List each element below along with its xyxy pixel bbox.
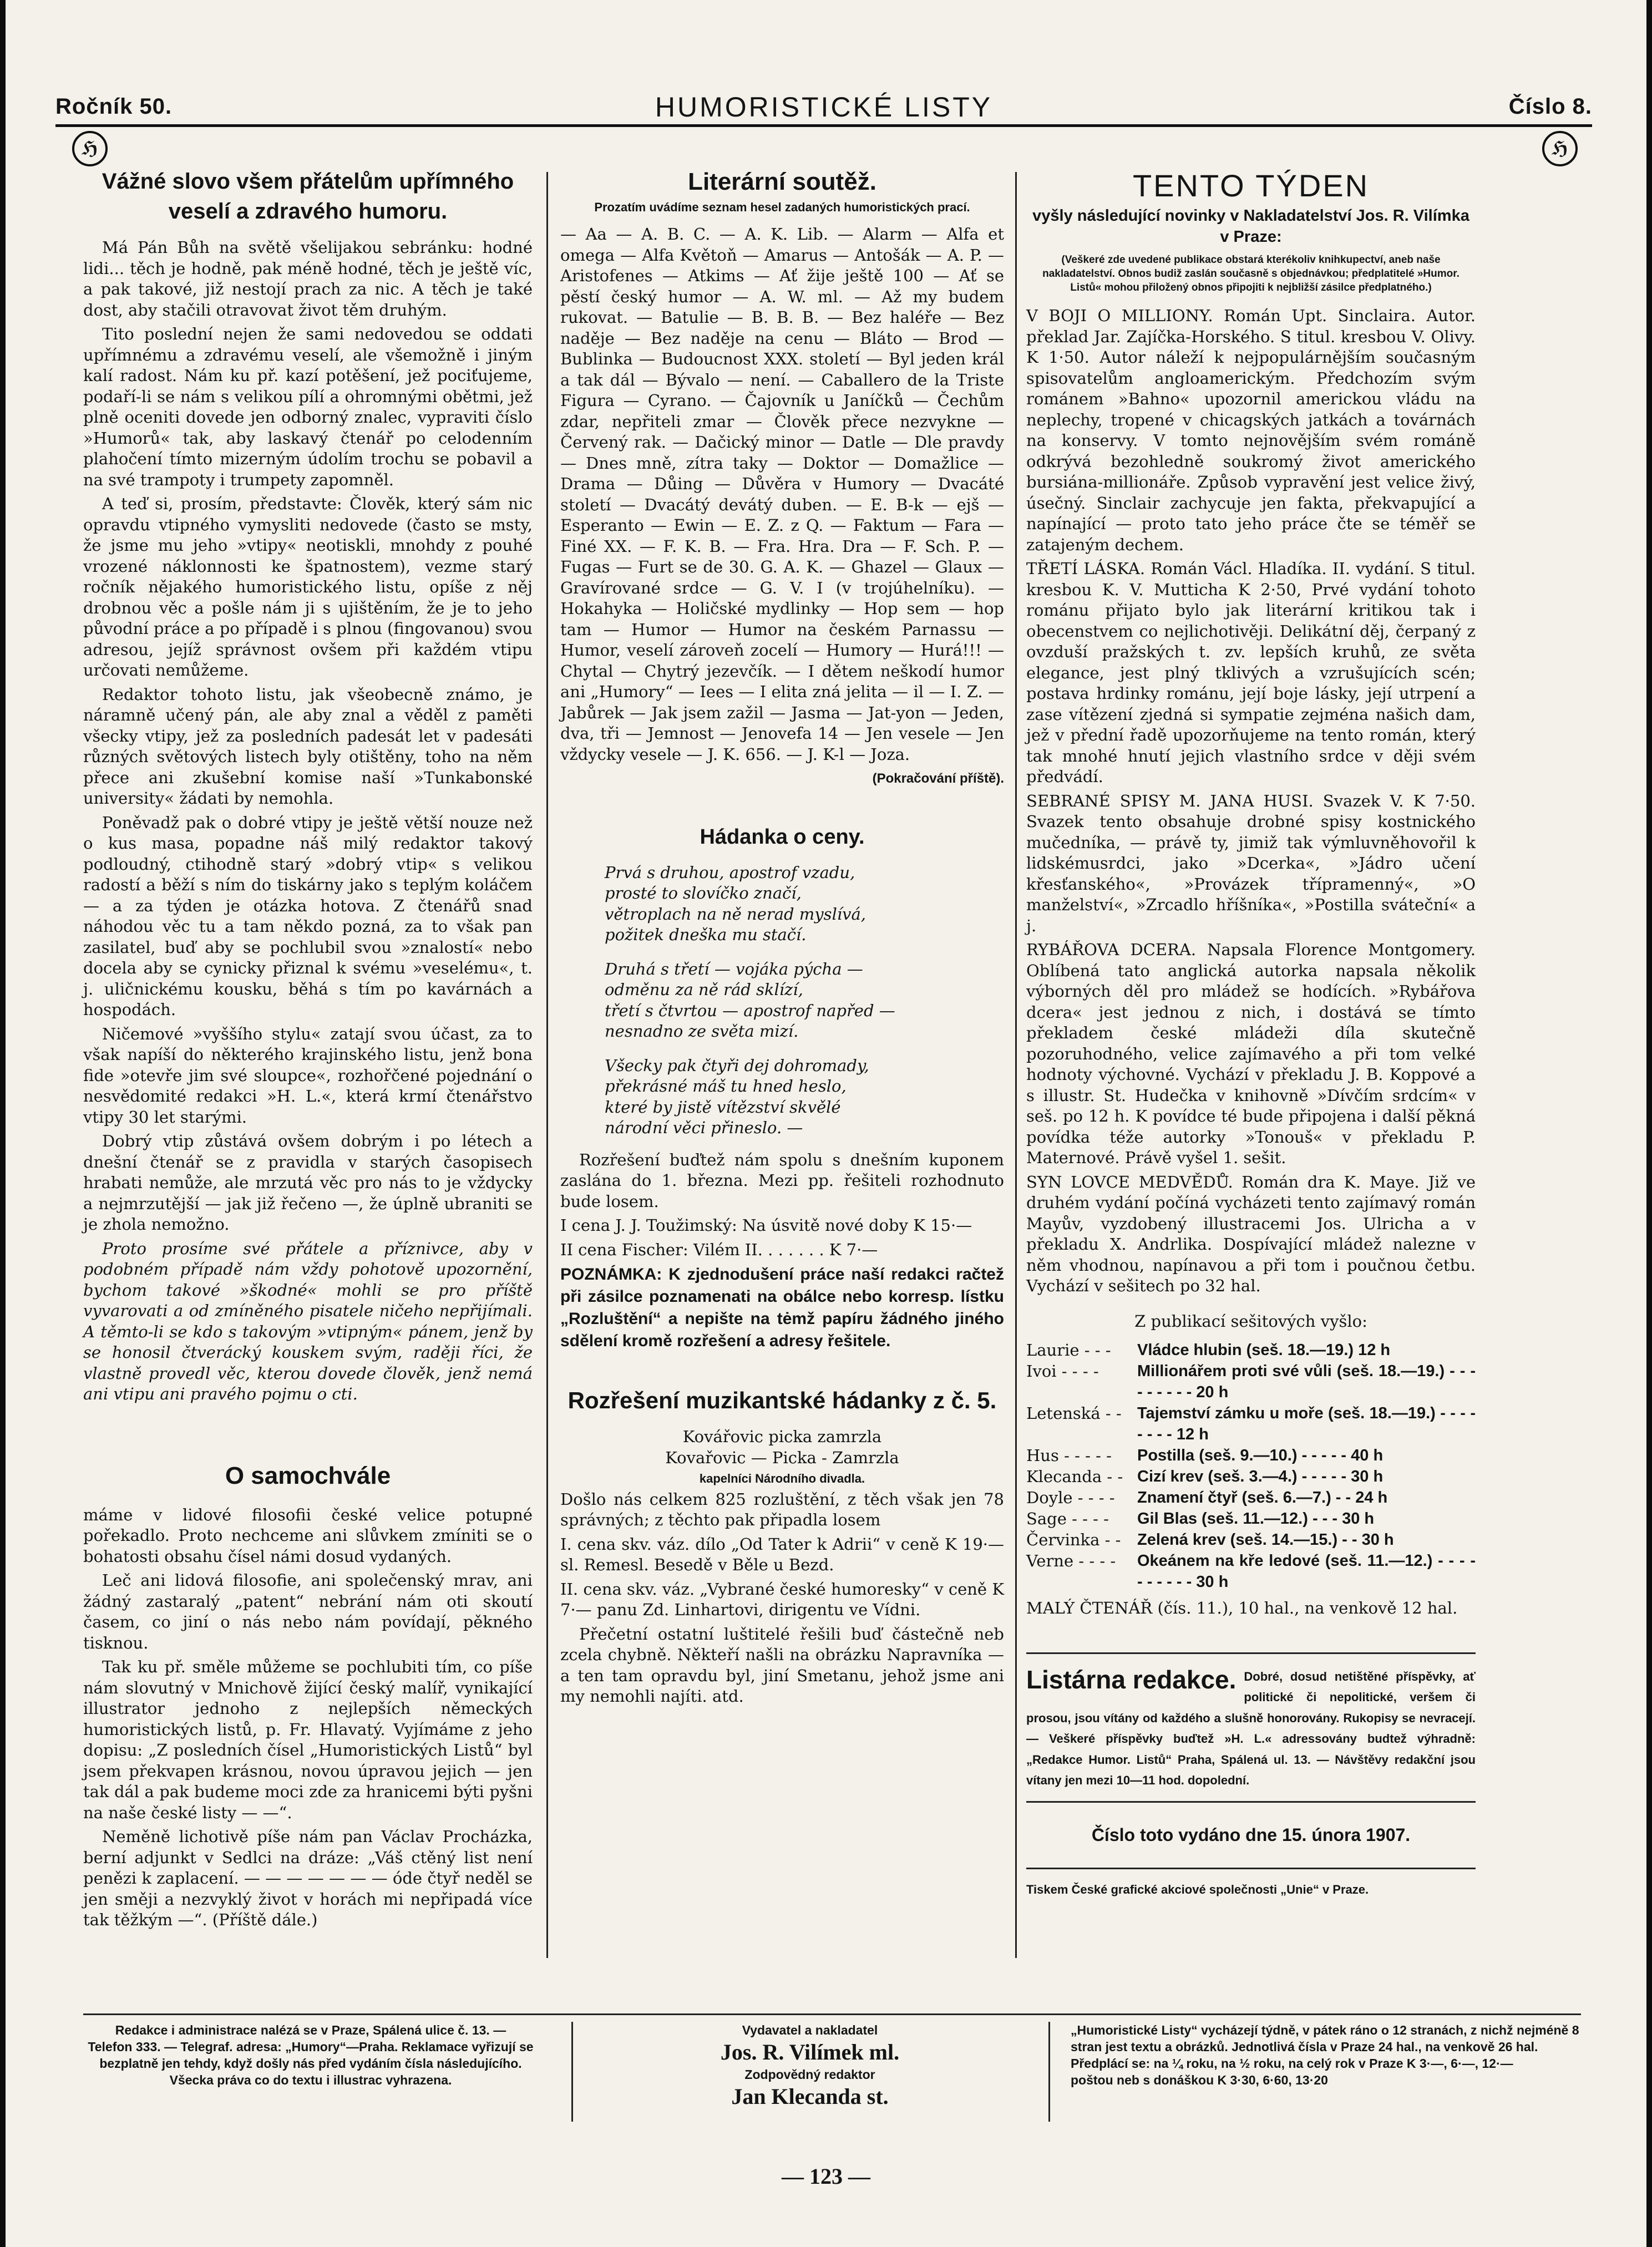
listarna-body: Dobré, dosud netištěné příspěvky, ať politické či nepolitické, veršem či prosou, jsou vítány od každého a slušně honorovány. Rukopisy se nevracejí. — Veškeré příspěvky buďtež »H. L.« adressovány budtež výhradně: „Redakce Humor. Listů“ Praha, Spálená ul. 13. — Návštěvy redakční jsou vítany jen mezi 10—11 hod. dopolední. — [1026, 1669, 1476, 1787]
pub-author: Laurie - - - — [1026, 1341, 1111, 1360]
footer-line: Telefon 333. — Telegraf. adresa: „Humory“—Praha. Reklamace vyřizují se bezplatně jen tehdy, když došly nás před vydáním čísla následujícího. — [88, 2040, 534, 2071]
paragraph: Poněvadž pak o dobré vtipy je ještě větší nouze než o kus masa, popadne náš milý redaktor takový podloudný, ctihodně starý »dobrý vtip« s velikou radostí a běží s ním do tiskárny jako s teplým koláčem — a za týden je otázka hotova. Z čtenářů snad náhodou věc tu a tam někdo pozná, za to však pan zasilatel, buď aby se pochlubil svou »znalostí« nebo docela aby se cynicky přiznal k svému »veselému«, t. j. uličnickému kousku, běhá s tím po kavárnách a hospodách. — [83, 813, 533, 1019]
printer-note: Tiskem České grafické akciové společnosti „Unie“ v Praze. — [1026, 1868, 1476, 1900]
footer-line: Předplácí se: na ¼ roku, na ½ roku, na celý rok v Praze K 3·—, 6·—, 12·— — [1071, 2056, 1513, 2071]
pub-author: Sage - - - - — [1026, 1509, 1109, 1528]
article-title-self-praise: O samochvále — [225, 1462, 391, 1489]
table-row — [1026, 1550, 1476, 1592]
poem-line: požitek dneška mu stačí. — [605, 925, 807, 944]
column-left — [83, 166, 533, 1934]
contest-subtitle: Prozatím uvádíme seznam hesel zadaných humoristických prací. — [594, 200, 970, 214]
continued-note: (Pokračování příště). — [872, 771, 1004, 786]
table-row — [1026, 1508, 1476, 1529]
table-row — [1026, 1361, 1476, 1403]
book-entry: SYN LOVCE MEDVĚDŮ. Román dra K. Maye. Již ve druhém vydání počíná vycházeti tento zajímavý román Mayův, vyzdobený illustracemi Jos. Ulricha a v překladu X. Andrlika. Dospívající mládež nalezne v něm vhodnou, napínavou a při tom i poučnou četbu. Vychází v sešitech po 32 hal. — [1026, 1172, 1476, 1295]
paragraph: Redaktor tohoto listu, jak všeobecně známo, je náramně učený pán, ale aby znal a věděl z paměti všecky vtipy, jež za posledních padesát let v padesáti různých světových listech byly otištěny, toho na něm přece ani zkušební komise naší »Tunkabonské university« žádati by nemohla. — [83, 684, 533, 808]
journal-title: HUMORISTICKÉ LISTY — [655, 92, 993, 123]
pub-author: Ivoi - - - - — [1026, 1362, 1099, 1381]
pub-author: Červinka - - — [1026, 1530, 1121, 1549]
book-entry: V BOJI O MILLIONY. Román Upt. Sinclaira. Autor. překlad Jar. Zajíčka-Horského. S titul. kresbou V. Olivy. K 1·50. Autor náleží k nejpopulárnějším současným spisovatelům angloamerickým. Předchozím svým románem »Bahno« upozornil americkou vládu na neplechy, tropené v chicagských jatkách a továrnách na konservy. V tomto nejnovějším svém románě odkrývá bezohledně soukromý život amerického bursiána-millionáře. Způsob vypravění jest velice živý, úsečný. Sinclair zachycuje jen fakta, překvapující a napínající — proto tato jeho práce čte se téměř se zatajeným dechem. — [1026, 306, 1476, 554]
masthead-rule — [55, 124, 1592, 127]
paragraph: máme v lidové filosofii české velice potupné pořekadlo. Proto nechceme ani slůvkem zmíniti se o bohatosti obsahu čísel námi dosud vydaných. — [83, 1505, 533, 1566]
pub-title: Millionářem proti své vůli (seš. 18.—19.) - - - - - - - - - 20 h — [1137, 1362, 1476, 1401]
poem-line: které by jistě vítězství skvělé — [605, 1097, 841, 1117]
paragraph: Neměně lichotivě píše nám pan Václav Procházka, berní adjunkt v Sedlci na dráze: „Váš ctěný list není penězi k zaplacení. — — — — — — — óde čtyř neděl se jen směji a nezvyklý život v horách mi nepřipadá více tak těžkým —“. (Příště dále.) — [83, 1827, 533, 1929]
poem-line: větroplach na ně nerad myslívá, — [605, 904, 866, 924]
footer-line: Všecka práva co do textu i illustrac vyhrazena. — [169, 2073, 452, 2087]
paragraph: Ničemové »vyššího stylu« zatají svou účast, za to však napíší do některého krajinského listu, jenž bona fide »otevře jim své sloupce«, rozhořčené pojednání o nesvědomité redakci »H. L.«, která krmí čtenářstvo vtipy 30 let starými. — [83, 1024, 533, 1127]
footer-line: Vydavatel a nakladatel — [742, 2023, 878, 2037]
footer-publisher — [599, 2022, 1021, 2111]
pub-author: Hus - - - - - — [1026, 1446, 1112, 1465]
publications-title: Z publikací sešitových vyšlo: — [1134, 1311, 1367, 1331]
footer-rule — [1048, 2022, 1050, 2122]
article-title-serious-word: Vážné slovo všem přátelům upřímného veselí a zdravého humoru. — [102, 169, 514, 224]
column-right — [1026, 166, 1476, 1900]
contest-entries-list: — Aa — A. B. C. — A. K. Lib. — Alarm — Alfa et omega — Alfa Květoň — Amarus — Antošák — A. P. — Aristofenes — Atkims — Ať žije ještě 100 — Ať se pěstí český humor — A. W. ml. — Až my budem rukovat. — Batulie — B. B. B. — Bez haléře — Bez naděje — Bez naděje na cenu — Bláto — Brod — Bublinka — Budoucnost XXX. století — Byl jeden král a tak dál — Bývalo — není. — Caballero de la Triste Figura — Cyrano. — Čajovník u Janíčků — Čechům zdar, nepřiteli zmar — Člověk přece nezvykne — Červený rak. — Dačický minor — Datle — Dle pravdy — Dnes mně, zítra taky — Doktor — Domažlice — Drama — Důing — Důvěra v Humory — Dvacáté století — Dvacátý devátý duben. — E. B-k — ejš — Esperanto — Ewin — E. Z. z Q. — Faktum — Fara — Finé XX. — F. K. B. — Fra. Hra. Dra — F. Sch. P. — Fugas — Furt se de 30. G. A. K. — Ghazel — Glaux — Gravírované srdce — G. V. I (v trojúhelníku). — Hokahyka — Holičské mydlinky — Hop sem — hop tam — Humor — Humor na českém Parnassu — Humor, veselí zároveň zocelí — Humory — Hurá!!! — Chytal — Chytrý jezevčík. — I dětem neškodí humor ani „Humory“ — Iees — I elita zná jelita — il — I. Z. — Jabůrek — Jak jsem zažil — Jasma — Jat-yon — Jeden, dva, tři — Jemnost — Jenovefa 14 — Jen vesele — Jen vždycky vesele — J. K. 656. — J. K-l — Joza. — [560, 225, 1004, 764]
footer — [83, 2013, 1581, 2132]
listarna-title: Listárna redakce. — [1026, 1665, 1237, 1694]
footer-line: Zodpovědný redaktor — [744, 2067, 875, 2082]
book-entry: TŘETÍ LÁSKA. Román Václ. Hladíka. II. vydání. S titul. kresbou K. V. Mutticha K 2·50, Prvé vydání tohoto románu přijato bylo jak literární kritikou tak i obecenstvem co nejlichotivěji. Delikátní děj, čerpaný z ovzduší pražských t. zv. lepších kruhů, ze světa elegance, jest plný tklivých a vzrušujících scén; postava hrdinky románu, její boje lásky, její utrpení a zase vítězení zjedná si sympatie zejména našich dam, jež v přední řadě upozorňujeme na tento román, který tak mnohé hnutí jejich vlastního srdce v ději svém předvádí. — [1026, 559, 1476, 786]
poem-line: národní věci přineslo. — — [605, 1118, 803, 1137]
maly-ctenar: MALÝ ČTENÁŘ (čís. 11.), 10 hal., na venkově 12 hal. — [1026, 1599, 1458, 1617]
footer-admin — [83, 2022, 538, 2088]
this-week-note: (Veškeré zde uvedené publikace obstará kterékoliv knihkupectví, aneb naše nakladatelství. Obnos budiž zaslán současně s objednávkou; předplatitelé »Humor. Listů« mohou přiložený obnos připojiti k nejbližší zásilce předplatného.) — [1042, 254, 1460, 293]
footer-subscription — [1071, 2022, 1581, 2088]
paragraph: Tito poslední nejen že sami nedovedou se oddati upřímnému a zdravému veselí, ale všemožně i jiným kalí radost. Nám ku př. kazí potěšení, jež pociťujeme, podaří-li se nám s velikou pílí a ohromnými obětmi, jež plně oceniti dovede jen odborný znalec, vypraviti číslo »Humorů« tak, aby laskavý čtenář po celodenním plahočení tímto mizerným údolím trochu se pobavil a na své trampoty i trumpety zapomněl. — [83, 324, 533, 489]
pub-author: Letenská - - — [1026, 1404, 1122, 1423]
pub-title: Okeánem na kře ledové (seš. 11.—12.) - - - - - - - - - - 30 h — [1137, 1552, 1476, 1591]
publisher-name: Jos. R. Vilímek ml. — [720, 2040, 900, 2065]
page-number: — 123 — — [782, 2164, 870, 2189]
pub-title: Tajemství zámku u moře (seš. 18.—19.) - - - - - - - - 12 h — [1137, 1404, 1476, 1443]
riddle-note: POZNÁMKA: K zjednodušení práce naší redakci račtež při zásilce poznamenati na obálce nebo korresp. lístku „Rozluštění“ a nepište na tėmž papíru žádného jiného sdělení kromě rozřešení a adresy řešitele. — [560, 1265, 1004, 1350]
pub-title: Postilla (seš. 9.—10.) - - - - - 40 h — [1137, 1447, 1384, 1464]
table-row — [1026, 1340, 1476, 1361]
book-entry: SEBRANÉ SPISY M. JANA HUSI. Svazek V. K 7·50. Svazek tento obsahuje drobné spisy kostnického mučedníka, — právě ty, jimiž tak výmluvněhovořil k lidskémusrdci, jako »Dcerka«, »Jádro učení křesťanského«, »Provázek třípramenný«, »O manželství«, »Zrcadlo hříšníka«, »Postilla sváteční« a j. — [1026, 791, 1476, 935]
listarna-box — [1026, 1652, 1476, 1803]
riddle-prize-2: II cena Fischer: Vilém II. . . . . . . K 7·— — [560, 1240, 878, 1259]
poem-line: prosté to slovíčko značí, — [605, 884, 802, 902]
paragraph: Má Pán Bůh na světě všelijakou sebránku: hodné lidi... těch je hodně, pak méně hodné, těch je ještě víc, a pak takové, již nestojí prach za nic. A těch je také dost, aby stačili otravovat život těm druhým. — [83, 238, 533, 319]
masthead — [55, 83, 1592, 128]
editor-name: Jan Klecanda st. — [731, 2084, 889, 2109]
pub-author: Klecanda - - — [1026, 1467, 1123, 1486]
pub-title: Znamení čtyř (seš. 6.—7.) - - 24 h — [1137, 1489, 1388, 1507]
solution-line: Kovářovic picka zamrzla — [682, 1427, 882, 1446]
solution-end: Přečetní ostatní luštitelé řešili buď částečně neb zcela chybně. Někteří našli na obrázku Napravníka — a ten tam opravdu byl, jiní Smetanu, jehož jsme ani my nemohli najíti. atd. — [560, 1624, 1004, 1706]
volume-label: Ročník 50. — [55, 94, 173, 119]
column-rule-1 — [546, 172, 548, 1958]
paragraph: Dobrý vtip zůstává ovšem dobrým i po létech a dnešní čtenář se z pravidla v starých časopisech hrabati nemůže, ale mrzutá věc pro nás to je vždycky a nejmrzutější — jak již řečeno —, že úplně ubraniti se je zhola nemožno. — [83, 1132, 533, 1234]
issue-label: Číslo 8. — [1508, 94, 1592, 119]
this-week-subtitle: vyšly následující novinky v Nakladatelství Jos. R. Vilímka v Praze: — [1032, 207, 1469, 246]
table-row — [1026, 1445, 1476, 1466]
article-title-riddle: Hádanka o ceny. — [700, 825, 865, 849]
newspaper-page — [6, 0, 1646, 2247]
solution-line: Kovařovic — Picka - Zamrzla — [665, 1448, 899, 1467]
solution-line: kapelníci Národního divadla. — [699, 1472, 865, 1485]
footer-rule — [571, 2022, 573, 2122]
pub-title: Zelená krev (seš. 14.—15.) - - 30 h — [1137, 1531, 1394, 1549]
issue-date: Číslo toto vydáno dne 15. února 1907. — [1091, 1824, 1411, 1845]
footer-line: „Humoristické Listy“ vycházejí týdně, v pátek ráno o 12 stranách, z nichž nejméně 8 stran jest textu a obrázků. Jednotlivá čísla v Praze 24 hal., na venkově 26 hal. — [1071, 2023, 1579, 2054]
article-title-this-week: TENTO TÝDEN — [1132, 168, 1370, 203]
poem-line: překrásné máš tu hned heslo, — [605, 1077, 847, 1095]
column-rule-2 — [1015, 172, 1017, 1958]
paragraph: Tak ku př. směle můžeme se pochlubiti tím, co píše nám slovutný v Mnichově žijící český malíř, vynikající illustrator jednoho z nejlepších německých humoristických listů, p. Fr. Hlavatý. Vyjímáme z jeho dopisu: „Z posledních čísel „Humoristických Listů“ byl jsem překvapen krásnou, novou úpravou jejich — jen tak dál a pak budeme moci zde za hranicemi býti pyšni na naše české listy — —“. — [83, 1657, 533, 1822]
solution-prize-1: I. cena skv. váz. dílo „Od Tater k Adrii“ v ceně K 19·— sl. Remesl. Besedě v Běle u Bezd. — [560, 1534, 1004, 1574]
book-entry: RYBÁŘOVA DCERA. Napsala Florence Montgomery. Oblíbená tato anglická autorka napsala několik výborných děl pro mládež se hodících. »Rybářova dcera« jest jednou z nich, i dostává se tímto překladem české mládeži díla skutečně pozoruhodného, velice zajímavého a při tom velké hodnoty výchovné. Vychází v překladu J. B. Koppové a s illustr. St. Hudečka v knihovně »Dívčím srdcím« v seš. po 12 h. K povídce té bude připojena i další pěkná povídka téže autorky »Tonouš« v překladu P. Maternové. Právě vyšel 1. sešit. — [1026, 940, 1476, 1167]
paragraph: A teď si, prosím, představte: Člověk, který sám nic opravdu vtipného vymysliti nedovede (často se msty, že jsme mu jeho »vtipy« neotiskli, mnohdy z pouhé vrozené náklonnosti ke špatnostem), vezme starý ročník nějakého humoristického listu, opíše z něj drobnou věc a pošle nám ji s ujištěním, že je to jeho původní práce a po případě i s plnou (fingovanou) svou adresou, jejíž správnost ovšem při každém vtipu určovati nemůžeme. — [83, 494, 533, 679]
logo-right-icon: ℌ — [1542, 131, 1578, 166]
poem-line: Druhá s třetí — vojáka pýcha — — [605, 959, 863, 978]
table-row — [1026, 1529, 1476, 1550]
pub-author: Verne - - - - — [1026, 1551, 1116, 1570]
pub-title: Gil Blas (seš. 11.—12.) - - - 30 h — [1137, 1510, 1375, 1528]
table-row — [1026, 1466, 1476, 1487]
poem-line: Prvá s druhou, apostrof vzadu, — [605, 863, 855, 882]
riddle-instructions: Rozřešení buďtež nám spolu s dnešním kuponem zaslána do 1. března. Mezi pp. řešiteli rozhodnuto bude losem. — [560, 1150, 1004, 1211]
poem-line: Všecky pak čtyři dej dohromady, — [605, 1056, 869, 1075]
poem-line: nesnadno ze světa mizí. — [605, 1022, 799, 1041]
column-middle — [560, 166, 1004, 1711]
riddle-prize-1: I cena J. J. Toužimský: Na úsvitě nové doby K 15·— — [560, 1216, 972, 1235]
riddle-poem — [560, 863, 1004, 1139]
pub-title: Cizí krev (seš. 3.—4.) - - - - - 30 h — [1137, 1468, 1384, 1485]
table-row — [1026, 1487, 1476, 1508]
article-title-solution: Rozřešení muzikantské hádanky z č. 5. — [567, 1387, 997, 1413]
footer-line: Redakce i administrace nalézá se v Praze, Spálená ulice č. 13. — — [115, 2023, 506, 2037]
paragraph: Leč ani lidová filosofie, ani společenský mrav, ani žádný zastaralý „patent“ nebrání nám oti skoutí časem, co jiní o nás nebo nám povídají, pěkného tisknou. — [83, 1571, 533, 1652]
paragraph: Proto prosíme své přátele a příznivce, aby v podobném případě nám vždy pohotově upozornění, bychom takové »škodné« mohli se pro příště vyvarovati a od zmíněného pisatele ničeho nepřijímali. A těmto-li se kdo s takovým »vtipným« pánem, jenž by se honosil čtverácký kouskem svým, raději říci, že vlastně provedl věc, kterou dovede člověk, jenž nemá ani vtipu ani pravého pojmu o cti. — [83, 1239, 533, 1403]
table-row — [1026, 1403, 1476, 1445]
pub-author: Doyle - - - - — [1026, 1488, 1115, 1507]
poem-line: odměnu za ně rád sklízí, — [605, 980, 803, 999]
solution-text: Došlo nás celkem 825 rozluštění, z těch však jen 78 správných; z těchto pak připadla losem — [560, 1489, 1004, 1529]
pub-title: Vládce hlubin (seš. 18.—19.) 12 h — [1137, 1341, 1391, 1359]
publications-table — [1026, 1340, 1476, 1592]
poem-line: třetí s čtvrtou — apostrof napřed — — [605, 1001, 895, 1020]
solution-prize-2: II. cena skv. váz. „Vybrané české humoresky“ v ceně K 7·— panu Zd. Linhartovi, dirigentu ve Vídni. — [560, 1579, 1004, 1619]
article-title-literary-contest: Literární soutěž. — [688, 168, 876, 195]
footer-line: poštou neb s donáškou K 3·30, 6·60, 13·20 — [1071, 2073, 1328, 2087]
logo-left-icon: ℌ — [72, 131, 108, 166]
